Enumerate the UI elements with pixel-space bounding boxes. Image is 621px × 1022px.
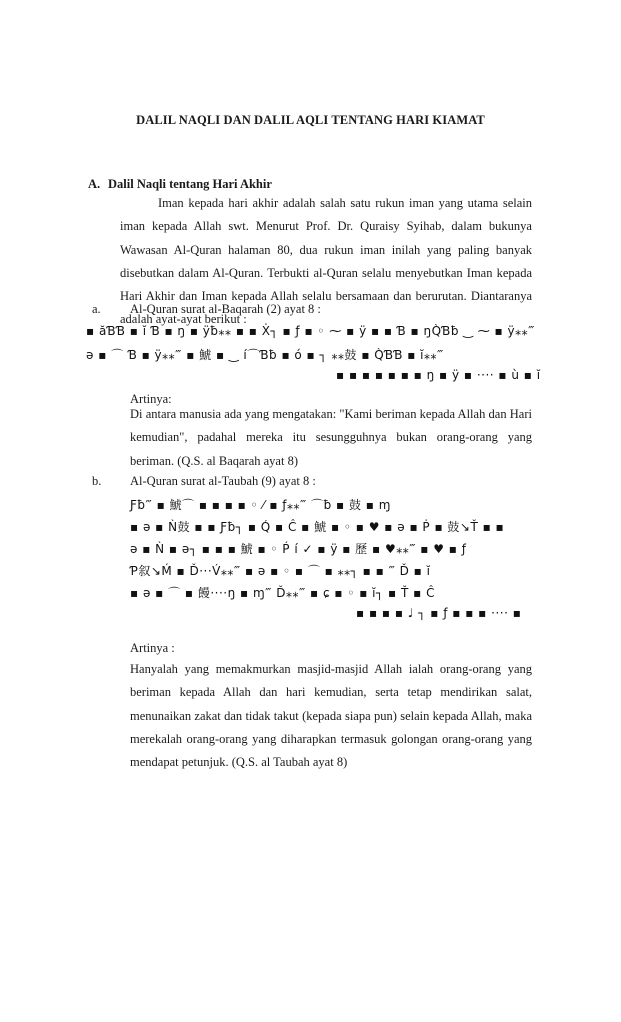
arabic-verse-line: ▪ ə ▪ Ǹ鼓 ▪ ▪ Ƒƀ┐ ▪ Q́ ▪ Ĉ ▪ 鯱 ▪ ◦ ▪ ♥ ▪ ə ▪ Ṗ ▪ 鼓↘Ť ▪ ▪ [130, 520, 505, 534]
artinya-label: Artinya : [130, 641, 175, 655]
arabic-verse-line: ▪ ▪ ▪ ▪ ▪ ▪ ▪ ŋ ▪ ÿ ▪ ···· ▪ ù ▪ ĭ [336, 368, 541, 382]
arabic-verse-line: ə ▪ ⌒ Ɓ ▪ ÿ⁎⁎‴ ▪ 鯱 ▪ ‿ í⌒Ɓƀ ▪ ó ▪ ┐ ⁎⁎鼓 ▪ Q̀ƁƁ ▪ ĭ⁎⁎‴ [86, 348, 444, 362]
section-heading [88, 177, 272, 192]
list-item-label: Al-Quran surat al-Taubah (9) ayat 8 : [130, 474, 316, 488]
list-marker: b. [92, 474, 102, 488]
arabic-verse-line: Ƥ叙↘Ḿ ▪ Ď···V́⁎⁎‴ ▪ ə ▪ ◦ ▪ ⌒ ▪ ⁎⁎┐ ▪ ▪ ‴ Ď ▪ ĭ [130, 564, 431, 578]
list-item-label: Al-Quran surat al-Baqarah (2) ayat 8 : [130, 302, 321, 316]
arabic-verse-line: ▪ ăƁƁ ▪ ĭ Ɓ ▪ ŋ ▪ ÿƀ⁎⁎ ▪ ▪ Ẋ┐ ▪ ƒ ▪ ◦ ⁓ ▪ ÿ ▪ ▪ Ɓ ▪ ŋQ̀Ɓƀ ‿ ⁓ ▪ ÿ⁎⁎‴ [86, 324, 535, 338]
section-number: A. [88, 177, 101, 191]
arabic-verse-line: Ƒƀ‴ ▪ 鯱⌒ ▪ ▪ ▪ ▪ ◦ ⁄ ▪ ƒ⁎⁎‴ ⌒ƀ ▪ 鼓 ▪ ɱ [130, 498, 391, 512]
list-marker: a. [92, 302, 101, 316]
translation-paragraph: Di antara manusia ada yang mengatakan: "Kami beriman kepada Allah dan Hari kemudian", padahal mereka itu sesungguhnya bukan orang-orang yang beriman. (Q.S. al Baqarah ayat 8) [130, 407, 532, 468]
arabic-verse-line: ▪ ▪ ▪ ▪ ♩ ┐ ▪ ƒ ▪ ▪ ▪ ···· ▪ [356, 606, 522, 620]
translation-paragraph: Hanyalah yang memakmurkan masjid-masjid Allah ialah orang-orang yang beriman kepada Allah dan hari kemudian, serta tetap mendirikan salat, menunaikan zakat dan tidak takut (kepada siapa pun) selain kepada Allah, maka merekalah orang-orang yang diharapkan termasuk golongan orang-orang yang mendapat petunjuk. (Q.S. al Taubah ayat 8) [130, 662, 532, 770]
artinya-label: Artinya: [130, 392, 172, 406]
arabic-verse-line: ə ▪ Ǹ ▪ ə┐ ▪ ▪ ▪ 鯱 ▪ ◦ Ṕ í ✓ ▪ ÿ ▪ 歷 ▪ ♥⁎⁎‴ ▪ ♥ ▪ ƒ [130, 542, 467, 556]
document-title: DALIL NAQLI DAN DALIL AQLI TENTANG HARI KIAMAT [136, 113, 485, 127]
section-heading-text: Dalil Naqli tentang Hari Akhir [108, 177, 272, 191]
arabic-verse-line: ▪ ə ▪ ⌒ ▪ 饅····ŋ ▪ ɱ‴ Ď⁎⁎‴ ▪ ɕ ▪ ◦ ▪ ĭ┐ ▪ Ť ▪ Ĉ [130, 586, 435, 600]
intro-paragraph: Iman kepada hari akhir adalah salah satu rukun iman yang utama selain iman kepada Allah swt. Menurut Prof. Dr. Quraisy Syihab, dalam bukunya Wawasan Al-Quran halaman 80, dua rukun iman inilah yang paling banyak disebutkan dalam Al-Quran. Terbukti al-Quran selalu menyebutkan Iman kepada Hari Akhir dan Iman kepada Allah selalu bersamaan dan berurutan. Diantaranya adalah ayat-ayat berikut : [120, 196, 532, 327]
